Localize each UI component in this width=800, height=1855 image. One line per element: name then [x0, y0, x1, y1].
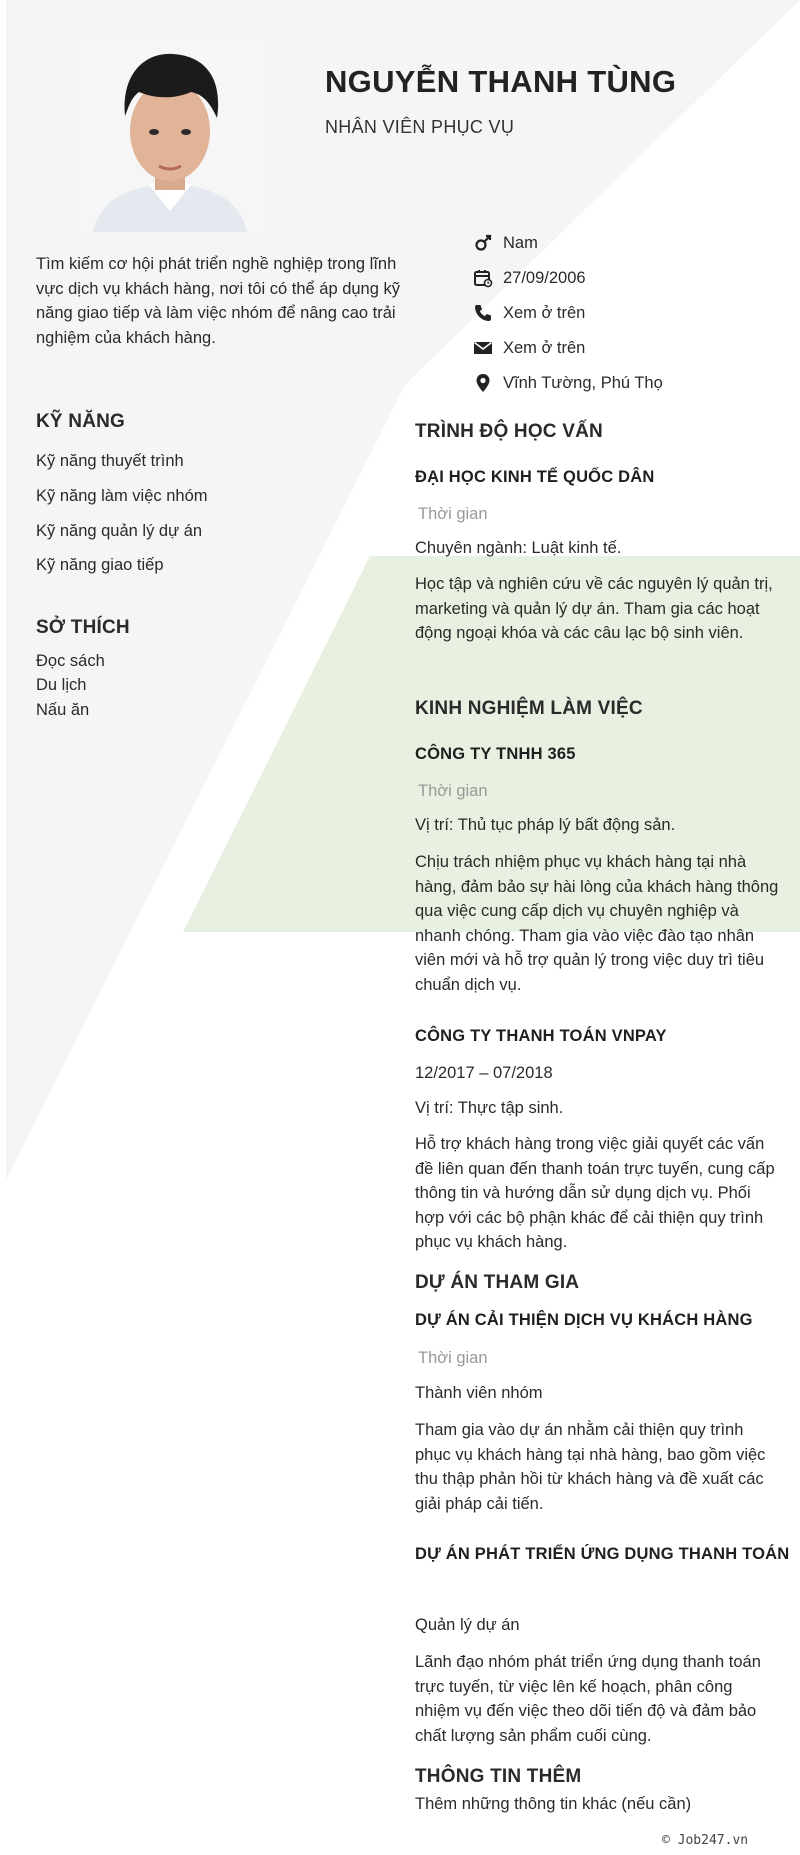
project-description: Lãnh đạo nhóm phát triển ứng dụng thanh toán trực tuyến, từ việc lên kế hoạch, phân công nhiệm vụ đến việc theo dõi tiến độ và đảm bảo chất lượng sản phẩm cuối cùng. [415, 1653, 761, 1745]
skills-title: KỸ NĂNG [36, 411, 126, 432]
education-description: Học tập và nghiên cứu về các nguyên lý quản trị, marketing và quản lý dự án. Tham gia các hoạt động ngoại khóa và các câu lạc bộ sinh viên. [415, 575, 773, 642]
project-name: DỰ ÁN PHÁT TRIỂN ỨNG DỤNG THANH TOÁN [415, 1545, 790, 1563]
project-time: Thời gian [418, 1349, 488, 1367]
experience-position: Vị trí: Thủ tục pháp lý bất động sản. [415, 816, 676, 834]
hobby-item: Du lịch [36, 676, 87, 694]
skill-item: Kỹ năng thuyết trình [36, 452, 184, 470]
experience-time: 12/2017 – 07/2018 [415, 1064, 553, 1082]
contact-email [472, 336, 585, 360]
footer-copyright: © Job247.vn [662, 1833, 749, 1848]
education-title: TRÌNH ĐỘ HỌC VẤN [415, 421, 603, 442]
contact-gender [472, 231, 538, 255]
experience-description: Chịu trách nhiệm phục vụ khách hàng tại nhà hàng, đảm bảo sự hài lòng của khách hàng thông qua việc cung cấp dịch vụ chuyên nghiệp và nhanh chóng. Tham gia vào việc đào tạo nhân viên mới và hỗ trợ quản lý trong việc duy trì tiêu chuẩn dịch vụ. [415, 853, 779, 994]
hobbies-title: SỞ THÍCH [36, 617, 130, 638]
birthdate-text: 27/09/2006 [503, 268, 586, 287]
contact-birthdate [472, 266, 586, 290]
experience-company: CÔNG TY TNHH 365 [415, 745, 576, 763]
hobby-item: Đọc sách [36, 652, 105, 670]
skill-item: Kỹ năng quản lý dự án [36, 522, 203, 540]
skill-item: Kỹ năng giao tiếp [36, 556, 164, 574]
phone-icon [472, 302, 494, 324]
education-time: Thời gian [418, 505, 488, 523]
contact-address [472, 371, 663, 395]
phone-text: Xem ở trên [503, 303, 586, 322]
education-major: Chuyên ngành: Luật kinh tế. [415, 539, 622, 557]
projects-title: DỰ ÁN THAM GIA [415, 1272, 580, 1293]
education-school: ĐẠI HỌC KINH TẾ QUỐC DÂN [415, 468, 655, 486]
calendar-icon [472, 267, 494, 289]
profile-photo [73, 36, 267, 232]
additional-text: Thêm những thông tin khác (nếu cần) [415, 1795, 692, 1813]
experience-company: CÔNG TY THANH TOÁN VNPAY [415, 1027, 667, 1045]
contact-phone [472, 301, 585, 325]
candidate-job-title: NHÂN VIÊN PHỤC VỤ [325, 117, 515, 137]
additional-title: THÔNG TIN THÊM [415, 1766, 582, 1787]
project-description: Tham gia vào dự án nhằm cải thiện quy trình phục vụ khách hàng tại nhà hàng, bao gồm việc thu thập phản hồi từ khách hàng và đề xuất các giải pháp cải tiến. [415, 1421, 766, 1513]
skill-item: Kỹ năng làm việc nhóm [36, 487, 208, 505]
candidate-name: NGUYỄN THANH TÙNG [325, 64, 677, 99]
gender-icon [472, 232, 494, 254]
location-icon [472, 372, 494, 394]
address-text: Vĩnh Tường, Phú Thọ [503, 373, 663, 392]
email-text: Xem ở trên [503, 338, 586, 357]
project-role: Quản lý dự án [415, 1616, 520, 1634]
experience-position: Vị trí: Thực tập sinh. [415, 1099, 564, 1117]
gender-text: Nam [503, 233, 538, 252]
project-role: Thành viên nhóm [415, 1384, 543, 1402]
email-icon [472, 337, 494, 359]
hobby-item: Nấu ăn [36, 701, 90, 719]
experience-title: KINH NGHIỆM LÀM VIỆC [415, 698, 643, 719]
experience-time: Thời gian [418, 782, 488, 800]
experience-description: Hỗ trợ khách hàng trong việc giải quyết các vấn đề liên quan đến thanh toán trực tuyến, cung cấp thông tin và hướng dẫn sử dụng dịch vụ. Phối hợp với các bộ phận khác để cải thiện quy trình phục vụ khách hàng. [415, 1135, 775, 1251]
project-name: DỰ ÁN CẢI THIỆN DỊCH VỤ KHÁCH HÀNG [415, 1311, 753, 1329]
career-objective: Tìm kiếm cơ hội phát triển nghề nghiệp trong lĩnh vực dịch vụ khách hàng, nơi tôi có thể áp dụng kỹ năng giao tiếp và làm việc nhóm để nâng cao trải nghiệm của khách hàng. [36, 255, 400, 347]
